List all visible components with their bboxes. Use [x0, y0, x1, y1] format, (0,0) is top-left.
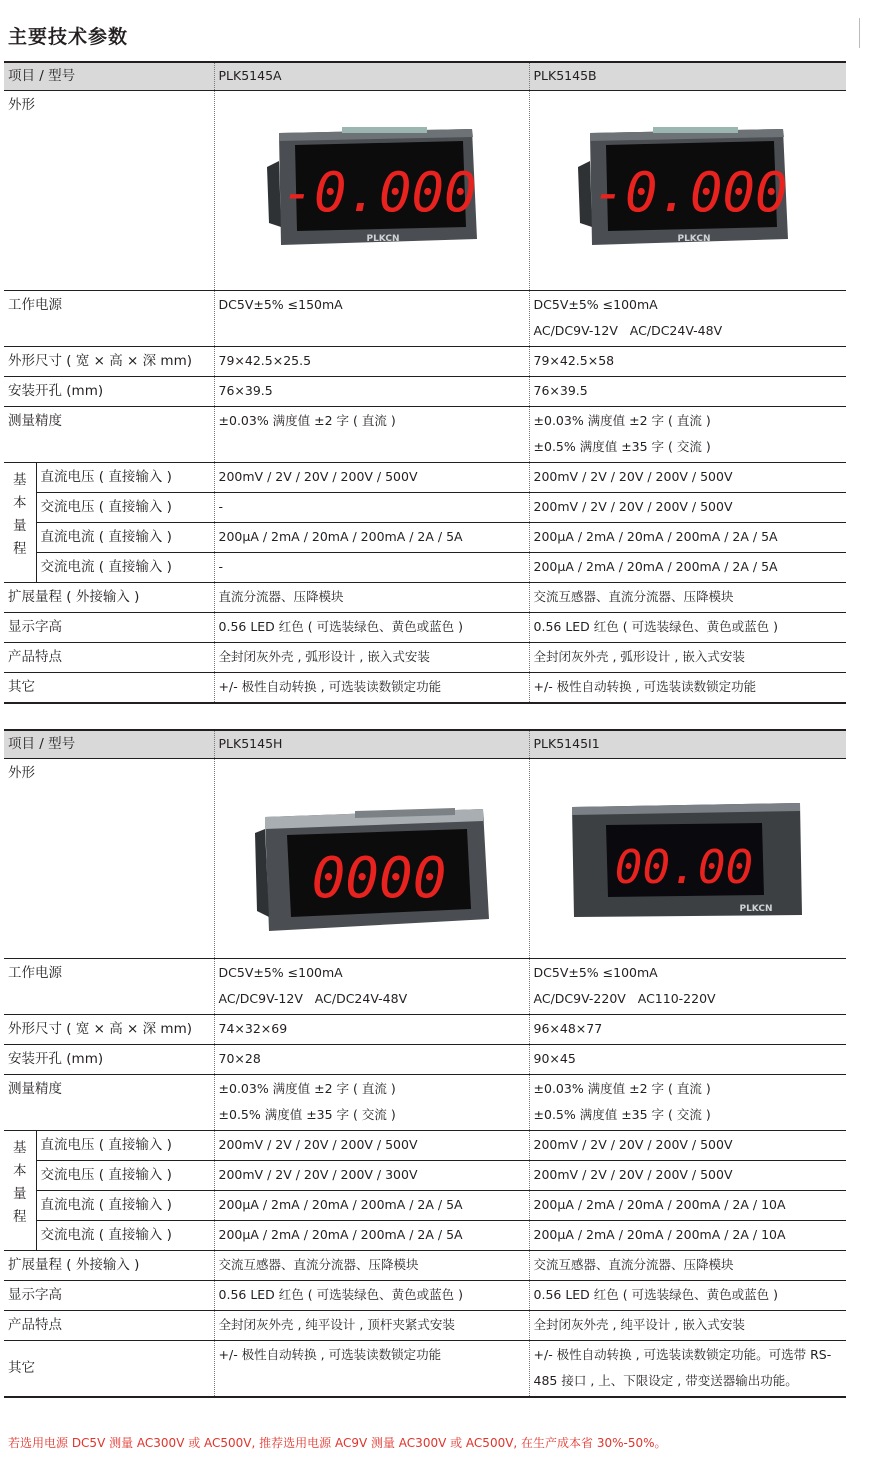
row-label: 其它: [4, 1341, 214, 1398]
digit-row: [4, 613, 846, 643]
product-image: [214, 91, 529, 291]
accuracy-row: [4, 407, 846, 463]
other-value: +/- 极性自动转换 , 可选装读数锁定功能。可选带 RS-485 接口 , 上、下限设定 , 带变送器输出功能。: [529, 1341, 846, 1398]
range-value: 200μA / 2mA / 20mA / 200mA / 2A / 5A: [214, 1221, 529, 1251]
product-image: [214, 759, 529, 959]
range-value: 200mV / 2V / 20V / 200V / 500V: [214, 463, 529, 493]
power-value: [529, 291, 846, 347]
product-image: [529, 91, 846, 291]
range-row: [4, 1161, 846, 1191]
row-label: 安装开孔 (mm): [4, 1045, 214, 1075]
row-label: 直流电流 ( 直接输入 ): [36, 1191, 214, 1221]
range-value: 200μA / 2mA / 20mA / 200mA / 2A / 5A: [529, 553, 846, 583]
cutout-value: 90×45: [529, 1045, 846, 1075]
row-label: 工作电源: [4, 959, 214, 1015]
value-line: ±0.5% 满度值 ±35 字 ( 交流 ): [218, 1107, 396, 1122]
row-label: 产品特点: [4, 643, 214, 673]
dimension-value: 96×48×77: [529, 1015, 846, 1045]
row-label: 交流电压 ( 直接输入 ): [36, 1161, 214, 1191]
brand-logo: PLKCN: [365, 234, 400, 244]
row-label: 扩展量程 ( 外接输入 ): [4, 583, 214, 613]
digit-value: 0.56 LED 红色 ( 可选装绿色、黄色或蓝色 ): [214, 613, 529, 643]
digit-row: [4, 1281, 846, 1311]
range-row: [4, 553, 846, 583]
row-label: 显示字高: [4, 1281, 214, 1311]
accuracy-value: [529, 407, 846, 463]
feature-value: 全封闭灰外壳 , 弧形设计 , 嵌入式安装: [529, 643, 846, 673]
range-row: [4, 493, 846, 523]
value-line: ±0.03% 满度值 ±2 字 ( 直流 ): [218, 413, 396, 428]
extended-range-row: [4, 583, 846, 613]
model-name: PLK5145I1: [529, 730, 846, 759]
page-title: 主要技术参数: [8, 26, 129, 48]
accuracy-value: [529, 1075, 846, 1131]
range-group-label: [4, 1131, 36, 1251]
model-name: PLK5145H: [214, 730, 529, 759]
feature-row: [4, 643, 846, 673]
value-line: DC5V±5% ≤150mA: [218, 297, 343, 312]
cutout-value: 76×39.5: [529, 377, 846, 407]
row-label: 安装开孔 (mm): [4, 377, 214, 407]
led-display: 00.00: [614, 840, 753, 894]
range-row: [4, 523, 846, 553]
range-value: 200μA / 2mA / 20mA / 200mA / 2A / 5A: [214, 523, 529, 553]
digit-value: 0.56 LED 红色 ( 可选装绿色、黄色或蓝色 ): [214, 1281, 529, 1311]
value-line: AC/DC9V-12V AC/DC24V-48V: [533, 323, 723, 338]
range-row: [4, 1191, 846, 1221]
row-label: 测量精度: [4, 407, 214, 463]
range-row: [4, 1221, 846, 1251]
range-value: 200μA / 2mA / 20mA / 200mA / 2A / 10A: [529, 1221, 846, 1251]
range-value: 200mV / 2V / 20V / 200V / 500V: [214, 1131, 529, 1161]
value-line: ±0.03% 满度值 ±2 字 ( 直流 ): [218, 1081, 396, 1096]
power-row: [4, 959, 846, 1015]
row-label: 外形尺寸 ( 宽 × 高 × 深 mm): [4, 1015, 214, 1045]
row-label: 产品特点: [4, 1311, 214, 1341]
led-display: 0000: [311, 846, 446, 911]
power-value: [214, 291, 529, 347]
table-header-row: [4, 62, 846, 91]
cutout-value: 70×28: [214, 1045, 529, 1075]
accuracy-row: [4, 1075, 846, 1131]
panel-meter-icon: [578, 127, 793, 252]
other-value: +/- 极性自动转换 , 可选装读数锁定功能: [214, 673, 529, 704]
other-row: [4, 1341, 846, 1398]
row-label: 交流电流 ( 直接输入 ): [36, 1221, 214, 1251]
range-value: 200mV / 2V / 20V / 200V / 500V: [529, 463, 846, 493]
range-value: -: [214, 553, 529, 583]
value-line: ±0.03% 满度值 ±2 字 ( 直流 ): [533, 1081, 711, 1096]
value-line: ±0.5% 满度值 ±35 字 ( 交流 ): [533, 439, 711, 454]
row-label: 交流电压 ( 直接输入 ): [36, 493, 214, 523]
header-item-model: 项目 / 型号: [4, 730, 214, 759]
range-value: -: [214, 493, 529, 523]
extended-value: 直流分流器、压降模块: [214, 583, 529, 613]
range-row: [4, 463, 846, 493]
range-value: 200μA / 2mA / 20mA / 200mA / 2A / 10A: [529, 1191, 846, 1221]
dimension-value: 79×42.5×58: [529, 347, 846, 377]
value-line: ±0.03% 满度值 ±2 字 ( 直流 ): [533, 413, 711, 428]
digit-value: 0.56 LED 红色 ( 可选装绿色、黄色或蓝色 ): [529, 613, 846, 643]
table-header-row: [4, 730, 846, 759]
value-line: DC5V±5% ≤100mA: [218, 965, 343, 980]
spec-table-2: [4, 729, 846, 1398]
row-label: 直流电压 ( 直接输入 ): [36, 463, 214, 493]
row-label: 外形尺寸 ( 宽 × 高 × 深 mm): [4, 347, 214, 377]
digit-value: 0.56 LED 红色 ( 可选装绿色、黄色或蓝色 ): [529, 1281, 846, 1311]
dimension-value: 79×42.5×25.5: [214, 347, 529, 377]
range-group-label: [4, 463, 36, 583]
row-label: 外形: [4, 759, 214, 959]
model-name: PLK5145A: [214, 62, 529, 91]
power-value: [214, 959, 529, 1015]
value-line: AC/DC9V-12V AC/DC24V-48V: [218, 991, 408, 1006]
range-value: 200mV / 2V / 20V / 200V / 500V: [529, 1161, 846, 1191]
extended-value: 交流互感器、直流分流器、压降模块: [529, 583, 846, 613]
row-label: 外形: [4, 91, 214, 291]
panel-meter-icon: [566, 799, 806, 924]
brand-logo: PLKCN: [738, 904, 773, 914]
cutout-value: 76×39.5: [214, 377, 529, 407]
power-row: [4, 291, 846, 347]
row-label: 直流电流 ( 直接输入 ): [36, 523, 214, 553]
cutout-row: [4, 1045, 846, 1075]
value-line: ±0.5% 满度值 ±35 字 ( 交流 ): [533, 1107, 711, 1122]
appearance-row: [4, 759, 846, 959]
led-display: -0.000: [591, 161, 788, 224]
row-label: 工作电源: [4, 291, 214, 347]
row-label: 显示字高: [4, 613, 214, 643]
feature-value: 全封闭灰外壳 , 纯平设计 , 嵌入式安装: [529, 1311, 846, 1341]
value-line: AC/DC9V-220V AC110-220V: [533, 991, 716, 1006]
led-display: -0.000: [280, 161, 477, 224]
power-value: [529, 959, 846, 1015]
extended-value: 交流互感器、直流分流器、压降模块: [529, 1251, 846, 1281]
product-image: [529, 759, 846, 959]
row-label: 扩展量程 ( 外接输入 ): [4, 1251, 214, 1281]
range-group-char: 基 本 量 程: [13, 1140, 27, 1225]
value-line: DC5V±5% ≤100mA: [533, 965, 658, 980]
accuracy-value: [214, 407, 529, 463]
row-label: 直流电压 ( 直接输入 ): [36, 1131, 214, 1161]
row-label: 其它: [4, 673, 214, 704]
feature-row: [4, 1311, 846, 1341]
model-name: PLK5145B: [529, 62, 846, 91]
range-value: 200mV / 2V / 20V / 200V / 500V: [529, 1131, 846, 1161]
panel-meter-icon: [267, 127, 482, 252]
extended-range-row: [4, 1251, 846, 1281]
range-group-char: 基 本 量 程: [13, 472, 27, 557]
accuracy-value: [214, 1075, 529, 1131]
cutout-row: [4, 377, 846, 407]
dimension-row: [4, 347, 846, 377]
dimension-value: 74×32×69: [214, 1015, 529, 1045]
extended-value: 交流互感器、直流分流器、压降模块: [214, 1251, 529, 1281]
row-label: 交流电流 ( 直接输入 ): [36, 553, 214, 583]
range-value: 200μA / 2mA / 20mA / 200mA / 2A / 5A: [214, 1191, 529, 1221]
appearance-row: [4, 91, 846, 291]
feature-value: 全封闭灰外壳 , 纯平设计 , 顶杆夹紧式安装: [214, 1311, 529, 1341]
other-row: [4, 673, 846, 704]
range-row: [4, 1131, 846, 1161]
other-value: +/- 极性自动转换 , 可选装读数锁定功能: [529, 673, 846, 704]
dimension-row: [4, 1015, 846, 1045]
range-value: 200μA / 2mA / 20mA / 200mA / 2A / 5A: [529, 523, 846, 553]
feature-value: 全封闭灰外壳 , 弧形设计 , 嵌入式安装: [214, 643, 529, 673]
value-line: DC5V±5% ≤100mA: [533, 297, 658, 312]
brand-logo: PLKCN: [676, 234, 711, 244]
panel-meter-icon: [255, 799, 495, 939]
margin-tick: [859, 18, 860, 48]
header-item-model: 项目 / 型号: [4, 62, 214, 91]
footnote: 若选用电源 DC5V 测量 AC300V 或 AC500V, 推荐选用电源 AC9V 测量 AC300V 或 AC500V, 在生产成本省 30%-50%。: [8, 1436, 667, 1450]
range-value: 200mV / 2V / 20V / 200V / 500V: [529, 493, 846, 523]
other-value: +/- 极性自动转换 , 可选装读数锁定功能: [214, 1341, 529, 1398]
spec-table-1: [4, 61, 846, 704]
row-label: 测量精度: [4, 1075, 214, 1131]
range-value: 200mV / 2V / 20V / 200V / 300V: [214, 1161, 529, 1191]
